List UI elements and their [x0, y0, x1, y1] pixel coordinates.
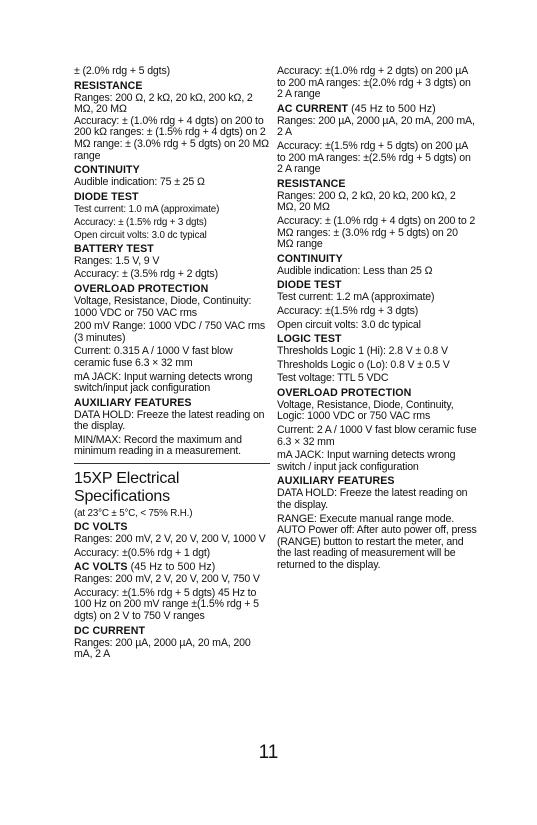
dc-volts-line: Accuracy: ±(0.5% rdg + 1 dgt): [74, 546, 211, 559]
overload-line: Voltage, Resistance, Diode, Continuity: 1000 VDC or 750 VAC rms: [74, 294, 252, 319]
diode-test-section: [74, 191, 270, 241]
diode-test-line: Accuracy: ±(1.5% rdg + 3 dgts): [277, 304, 419, 317]
section-divider: [74, 463, 270, 464]
overload-line: mA JACK: Input warning detects wrong switch / input jack configuration: [277, 449, 456, 473]
overload-line: Voltage, Resistance, Diode, Continuity, Logic: 1000 VDC or 750 VAC rms: [277, 398, 454, 423]
diode-test-line: Open circuit volts: 3.0 dc typical: [277, 318, 421, 331]
overload-line: Current: 0.315 A / 1000 V fast blow ceramic fuse 6.3 × 32 mm: [74, 345, 233, 369]
continuity-line: Audible indication: Less than 25 Ω: [277, 264, 433, 277]
dc-current-heading: DC CURRENT: [74, 624, 146, 637]
continuity-heading: CONTINUITY: [74, 164, 140, 177]
diode-test-line: Open circuit volts: 3.0 dc typical: [74, 229, 207, 241]
continuity-text: Audible indication: 75 ± 25 Ω: [74, 176, 205, 189]
dc-volts-line: Ranges: 200 mV, 2 V, 20 V, 200 V, 1000 V: [74, 533, 266, 546]
diode-test-heading: DIODE TEST: [277, 279, 342, 292]
intro-line: Accuracy: ±(1.0% rdg + 2 dgts) on 200 µA to 200 mA ranges: ±(2.0% rdg + 3 dgts) on 2 A range: [277, 65, 471, 101]
dc-current-line: Ranges: 200 µA, 2000 µA, 20 mA, 200 mA, 2 A: [74, 636, 251, 661]
auxiliary-line: RANGE: Execute manual range mode.: [277, 512, 455, 525]
ac-volts-heading-label: AC VOLTS: [74, 561, 128, 574]
logic-test-heading: LOGIC TEST: [277, 333, 342, 346]
logic-test-line: Thresholds Logic 1 (Hi): 2.8 V ± 0.8 V: [277, 345, 448, 358]
diode-test-line: Accuracy: ± (1.5% rdg + 3 dgts): [74, 216, 207, 228]
page-number: 11: [258, 742, 279, 763]
resistance-heading: RESISTANCE: [74, 79, 143, 92]
ac-volts-heading-suffix: (45 Hz to 500 Hz): [130, 561, 216, 574]
battery-test-line: Accuracy: ± (3.5% rdg + 2 dgts): [74, 268, 218, 281]
logic-test-line: Test voltage: TTL 5 VDC: [277, 372, 389, 385]
overload-line: mA JACK: Input warning detects wrong switch/input jack configuration: [74, 370, 253, 395]
dc-volts-heading: DC VOLTS: [74, 521, 128, 534]
ac-volts-heading: [74, 561, 270, 573]
battery-test-line: Ranges: 1.5 V, 9 V: [74, 254, 160, 267]
intro-line: ± (2.0% rdg + 5 dgts): [74, 65, 170, 77]
ac-current-heading-label: AC CURRENT: [277, 102, 349, 115]
resistance-heading: RESISTANCE: [277, 177, 346, 190]
ac-current-line: Accuracy: ±(1.5% rdg + 5 dgts) on 200 µA to 200 mA ranges: ±(2.5% rdg + 5 dgts) on 2 A range: [277, 139, 471, 176]
auxiliary-heading: AUXILIARY FEATURES: [74, 396, 192, 409]
auxiliary-line: AUTO Power off: After auto power off, press (RANGE) button to restart the meter, and the last reading of measurement will be returned to the display.: [277, 524, 477, 571]
diode-test-line: Test current: 1.0 mA (approximate): [74, 203, 220, 215]
ac-current-line: Ranges: 200 µA, 2000 µA, 20 mA, 200 mA, 2 A: [277, 114, 475, 139]
left-column: [74, 66, 270, 663]
section-title: 15XP Electrical Specifications: [74, 470, 180, 506]
right-column: [277, 66, 477, 574]
logic-test-line: Thresholds Logic o (Lo): 0.8 V ± 0.5 V: [277, 358, 450, 371]
diode-test-line: Test current: 1.2 mA (approximate): [277, 291, 435, 304]
ac-volts-line: Ranges: 200 mV, 2 V, 20 V, 200 V, 750 V: [74, 573, 260, 586]
overload-heading: OVERLOAD PROTECTION: [277, 386, 412, 399]
resistance-line: Ranges: 200 Ω, 2 kΩ, 20 kΩ, 200 kΩ, 2 MΩ, 20 MΩ: [277, 189, 456, 214]
overload-heading: OVERLOAD PROTECTION: [74, 282, 209, 295]
section-subtitle: (at 23°C ± 5°C, < 75% R.H.): [74, 508, 193, 520]
spec-section-header: [74, 470, 270, 506]
overload-line: Current: 2 A / 1000 V fast blow ceramic fuse 6.3 × 32 mm: [277, 424, 477, 448]
ac-current-heading: [277, 103, 477, 115]
resistance-line: Accuracy: ± (1.0% rdg + 4 dgts) on 200 to 2 MΩ ranges: ± (3.0% rdg + 5 dgts) on 20 MΩ range: [277, 214, 476, 251]
auxiliary-line: DATA HOLD: Freeze the latest reading on the display.: [74, 408, 265, 433]
continuity-heading: CONTINUITY: [277, 252, 343, 265]
diode-test-heading: DIODE TEST: [74, 190, 139, 203]
resistance-text: Ranges: 200 Ω, 2 kΩ, 20 kΩ, 200 kΩ, 2 MΩ, 20 MΩ Accuracy: ± (1.0% rdg + 4 dgts) on 200 to 200 kΩ ranges: ± (1.5% rdg + 4 dgts) on 2 MΩ range: ± (3.0% rdg + 5 dgts) on 20 MΩ range: [74, 91, 269, 162]
ac-current-heading-suffix: (45 Hz to 500 Hz): [351, 102, 436, 115]
auxiliary-line: DATA HOLD: Freeze the latest reading on the display.: [277, 487, 468, 512]
ac-volts-line: Accuracy: ±(1.5% rdg + 5 dgts) 45 Hz to 100 Hz on 200 mV range ±(1.5% rdg + 5 dgts) on 2 V to 750 V ranges: [74, 586, 259, 623]
auxiliary-line: MIN/MAX: Record the maximum and minimum reading in a measurement.: [74, 433, 242, 458]
overload-line: 200 mV Range: 1000 VDC / 750 VAC rms (3 minutes): [74, 320, 266, 344]
auxiliary-heading: AUXILIARY FEATURES: [277, 475, 395, 488]
battery-test-heading: BATTERY TEST: [74, 242, 154, 255]
